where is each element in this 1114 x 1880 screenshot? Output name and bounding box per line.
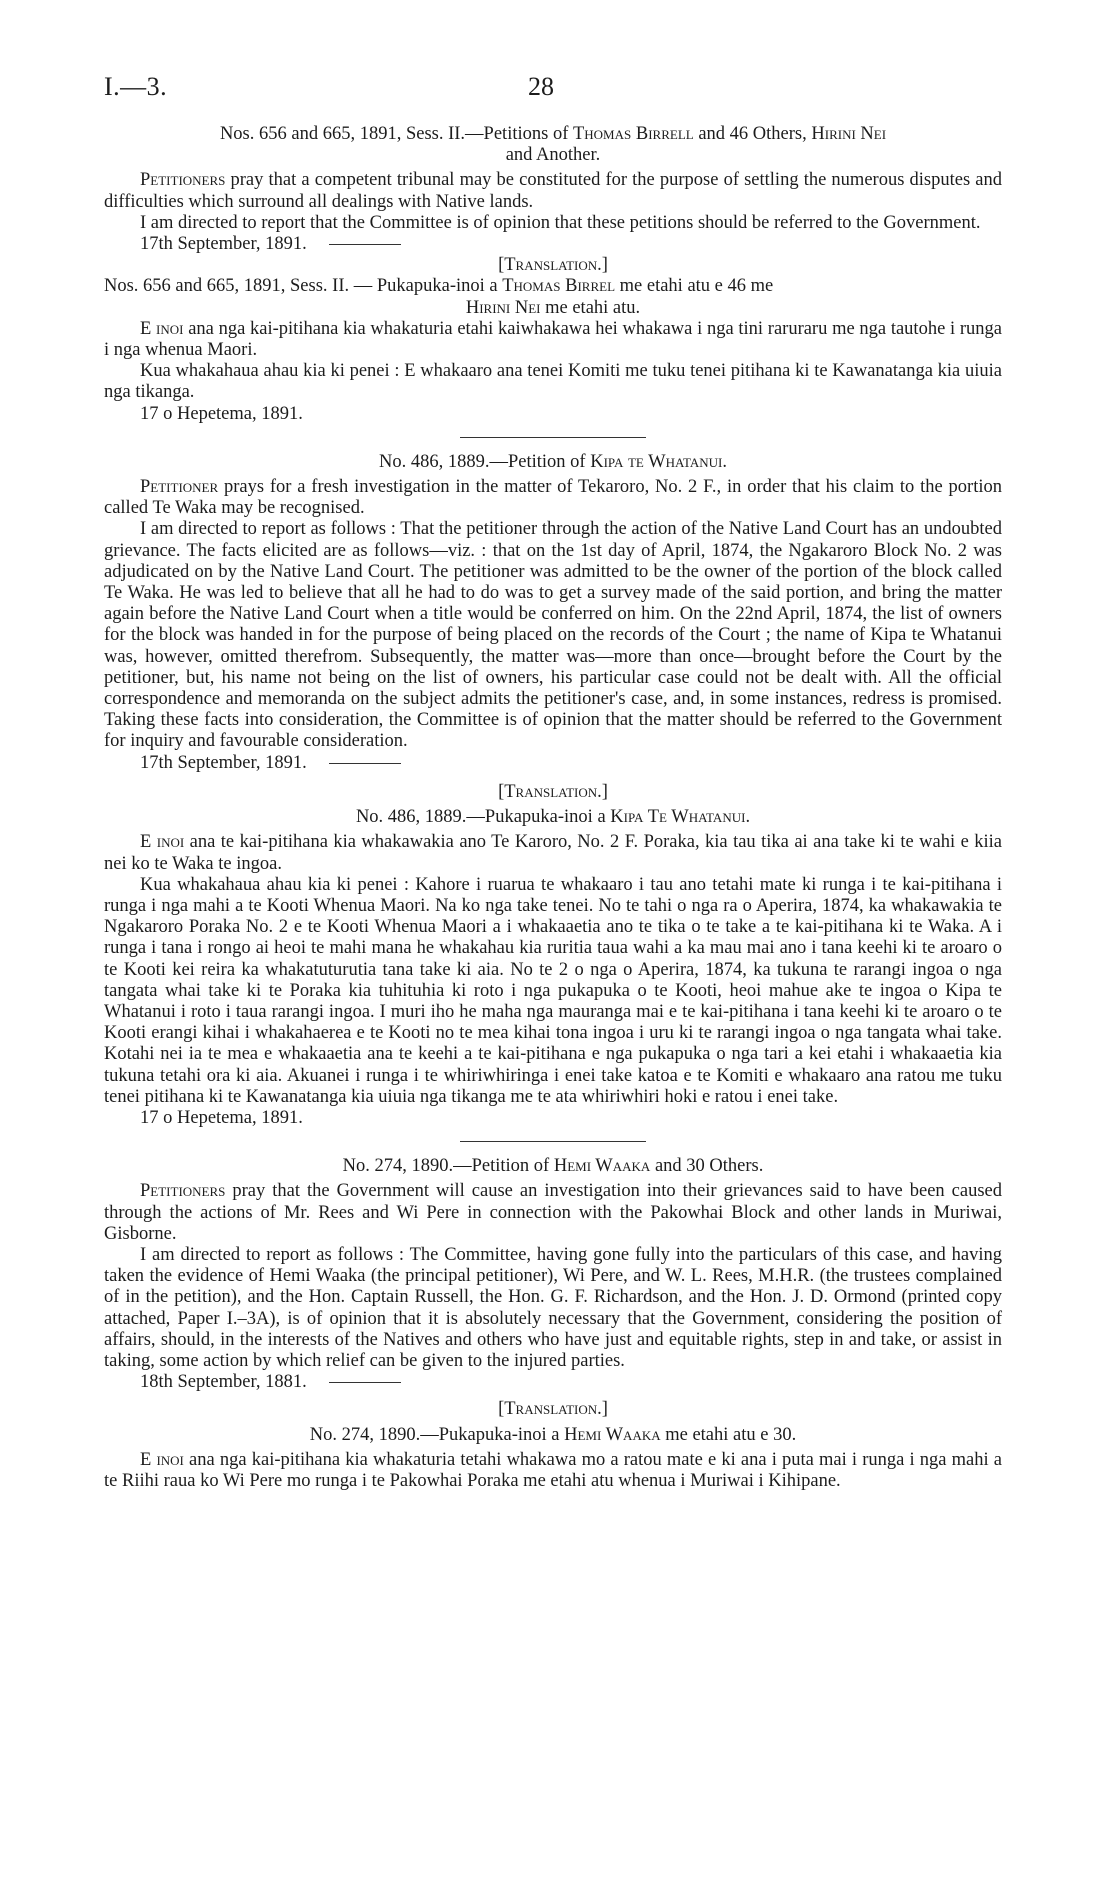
- translation-label: [Translation.]: [498, 255, 608, 276]
- section-heading: No. 486, 1889.—Pukapuka-inoi a Kipa Te Whatanui.: [355, 807, 751, 828]
- petition-summary: E inoi ana nga kai-pitihana kia whakaturia etahi kaiwhakawa hei whakawa i nga tini raruraru me nga tautohe i runga i nga whenua Maori.: [104, 318, 1002, 361]
- section-heading: No. 274, 1890.—Petition of Hemi Waaka and 30 Others.: [342, 1156, 764, 1177]
- page-body: [104, 124, 1002, 1492]
- section-translation-656-665: [104, 255, 1002, 425]
- section-heading: Nos. 656 and 665, 1891, Sess. II.—Petitions of Thomas Birrell and 46 Others, Hirini Nei: [219, 124, 887, 144]
- section-heading-continued: Hirini Nei me etahi atu.: [465, 297, 641, 318]
- translation-label: [Translation.]: [498, 1399, 608, 1420]
- section-translation-486: [104, 782, 1002, 1129]
- section-divider: [460, 1141, 646, 1142]
- report-date: 18th September, 1881.: [104, 1372, 1002, 1393]
- petition-summary: Petitioners pray that a competent tribunal may be constituted for the purpose of settling the numerous disputes and difficulties which surround all dealings with Native lands.: [104, 170, 1002, 212]
- committee-report: Kua whakahaua ahau kia ki penei : Kahore i ruarua te whakaaro i tau ano tetahi mate ki runga i te kai-pitihana i runga i nga mahi a te Kooti Whenua Maori. Na ko nga take tenei. No te tahi o nga ra o Aperira, 1874, ka whakawakia te Ngakaroro Poraka No. 2 e te Kooti Whenua Maori a i whakaaetia ano te tika o te take a te kai-pitihana ki te Waka. A i runga i tana i rongo ai heoi te mahi mana he whakahau kia ruritia taua wahi a ka mau mai ano i tana keehi ki te aroaro o te Kooti kei reira ka whakatuturutia tana take ki aia. No te 2 o nga o Aperira, 1874, ka tukuna te rarangi ingoa o nga tangata whai take ki te Poraka kia tuhituhia ki roto i nga pukapuka o te Kooti, heoi mahue ake te ingoa o Kipa te Whatanui i roto i taua rarangi ingoa. I muri iho he maha nga mauranga mai e te kai-pitihana i tana keehi ki te aroaro o te Kooti erangi kihai i whakahaerea e te Kooti no te mea kihai tona ingoa i uru ki te rarangi ingoa o nga tangata whai take. Kotahi nei ia te mea e whakaaetia ana te keehi a te kai-pitihana e nga pukapuka o nga tari a kei etahi i whakaaetia kia tukuna tetahi ora ki aia. Akuanei i runga i te whiriwhiringa i enei take katoa e te Komiti e whakaaro ana ratou me tuku tenei pitihana ki te Kawanatanga kia uiuia nga tikanga me te ata whiriwhiri hoki e ratou i enei take.: [104, 874, 1002, 1107]
- section-heading: Nos. 656 and 665, 1891, Sess. II. — Pukapuka-inoi a Thomas Birrel me etahi atu e 46 me: [104, 276, 774, 297]
- section-petitions-656-665: [104, 124, 1002, 255]
- committee-report: Kua whakahaua ahau kia ki penei : E whakaaro ana tenei Komiti me tuku tenei pitihana ki te Kawanatanga kia uiuia nga tikanga.: [104, 361, 1002, 403]
- committee-report: I am directed to report as follows : That the petitioner through the action of the Native Land Court has an undoubted grievance. The facts elicited are as follows—viz. : that on the 1st day of April, 1874, the Ngakaroro Block No. 2 was adjudicated on by the Native Land Court. The petitioner was admitted to be the owner of the portion of the block called Te Waka. He was led to believe that all he had to do was to get a survey made of the said portion, and bring the matter again before the Native Land Court when a title would be conferred on him. On the 22nd April, 1874, the list of owners for the block was handed in for the purpose of being placed on the records of the Court ; the name of Kipa te Whatanui was, however, omitted therefrom. Subsequently, the matter was—more than once—brought before the Court by the petitioner, but, his name not being on the list of owners, his particular case could not be dealt with. All the official correspondence and memoranda on the subject admits the petitioner's case, and, in some instances, redress is promised. Taking these facts into consideration, the Committee is of opinion that the matter should be referred to the Government for inquiry and favourable consideration.: [104, 519, 1002, 752]
- report-date: 17 o Hepetema, 1891.: [140, 403, 303, 424]
- section-petition-486: [104, 452, 1002, 774]
- petition-summary: Petitioner prays for a fresh investigation in the matter of Tekaroro, No. 2 F., in order that his claim to the portion called Te Waka may be recognised.: [104, 477, 1002, 519]
- report-date: 17 o Hepetema, 1891.: [140, 1107, 303, 1128]
- separator-dash: [329, 244, 401, 245]
- separator-dash: [329, 1382, 401, 1383]
- committee-report: I am directed to report as follows : The Committee, having gone fully into the particulars of this case, and having taken the evidence of Hemi Waaka (the principal petitioner), Wi Pere, and W. L. Rees, M.H.R. (the trustees complained of in the petition), and the Hon. Captain Russell, the Hon. G. F. Richardson, and the Hon. J. D. Ormond (printed copy attached, Paper I.–3A), is of opinion that it is absolutely necessary that the Government, considering the position of affairs, should, in the interests of the Natives and others who have just and equitable rights, step in and take, or assist in taking, some action by which relief can be given to the injured parties.: [104, 1244, 1002, 1371]
- petition-summary: E inoi ana nga kai-pitihana kia whakaturia tetahi whakawa mo a ratou mate e ki ana i puta mai i runga i nga mahi a te Riihi raua ko Wi Pere mo runga i te Pakowhai Poraka me etahi atu whenua i Muriwai i Kihipane.: [104, 1449, 1002, 1491]
- section-petition-274: [104, 1156, 1002, 1393]
- section-translation-274: [104, 1399, 1002, 1492]
- section-heading: No. 486, 1889.—Petition of Kipa te Whatanui.: [379, 451, 727, 472]
- report-date: 17th September, 1891.: [104, 234, 1002, 255]
- separator-dash: [329, 763, 401, 764]
- petition-summary: E inoi ana te kai-pitihana kia whakawakia ano Te Karoro, No. 2 F. Poraka, kia tau tika ai ana take ki te wahi e kiia nei ko te Waka te ingoa.: [104, 832, 1002, 874]
- section-heading-continued: and Another.: [505, 145, 601, 166]
- document-reference: I.—3.: [104, 72, 168, 101]
- page-number: 28: [528, 72, 554, 101]
- section-heading: No. 274, 1890.—Pukapuka-inoi a Hemi Waaka me etahi atu e 30.: [309, 1424, 797, 1445]
- committee-report: I am directed to report that the Committee is of opinion that these petitions should be referred to the Government.: [140, 212, 981, 233]
- petition-summary: Petitioners pray that the Government will cause an investigation into their grievances said to have been caused through the actions of Mr. Rees and Wi Pere in connection with the Pakowhai Block and other lands in Muriwai, Gisborne.: [104, 1181, 1002, 1244]
- section-divider: [460, 437, 646, 438]
- translation-label: [Translation.]: [498, 781, 608, 802]
- report-date: 17th September, 1891.: [104, 753, 1002, 774]
